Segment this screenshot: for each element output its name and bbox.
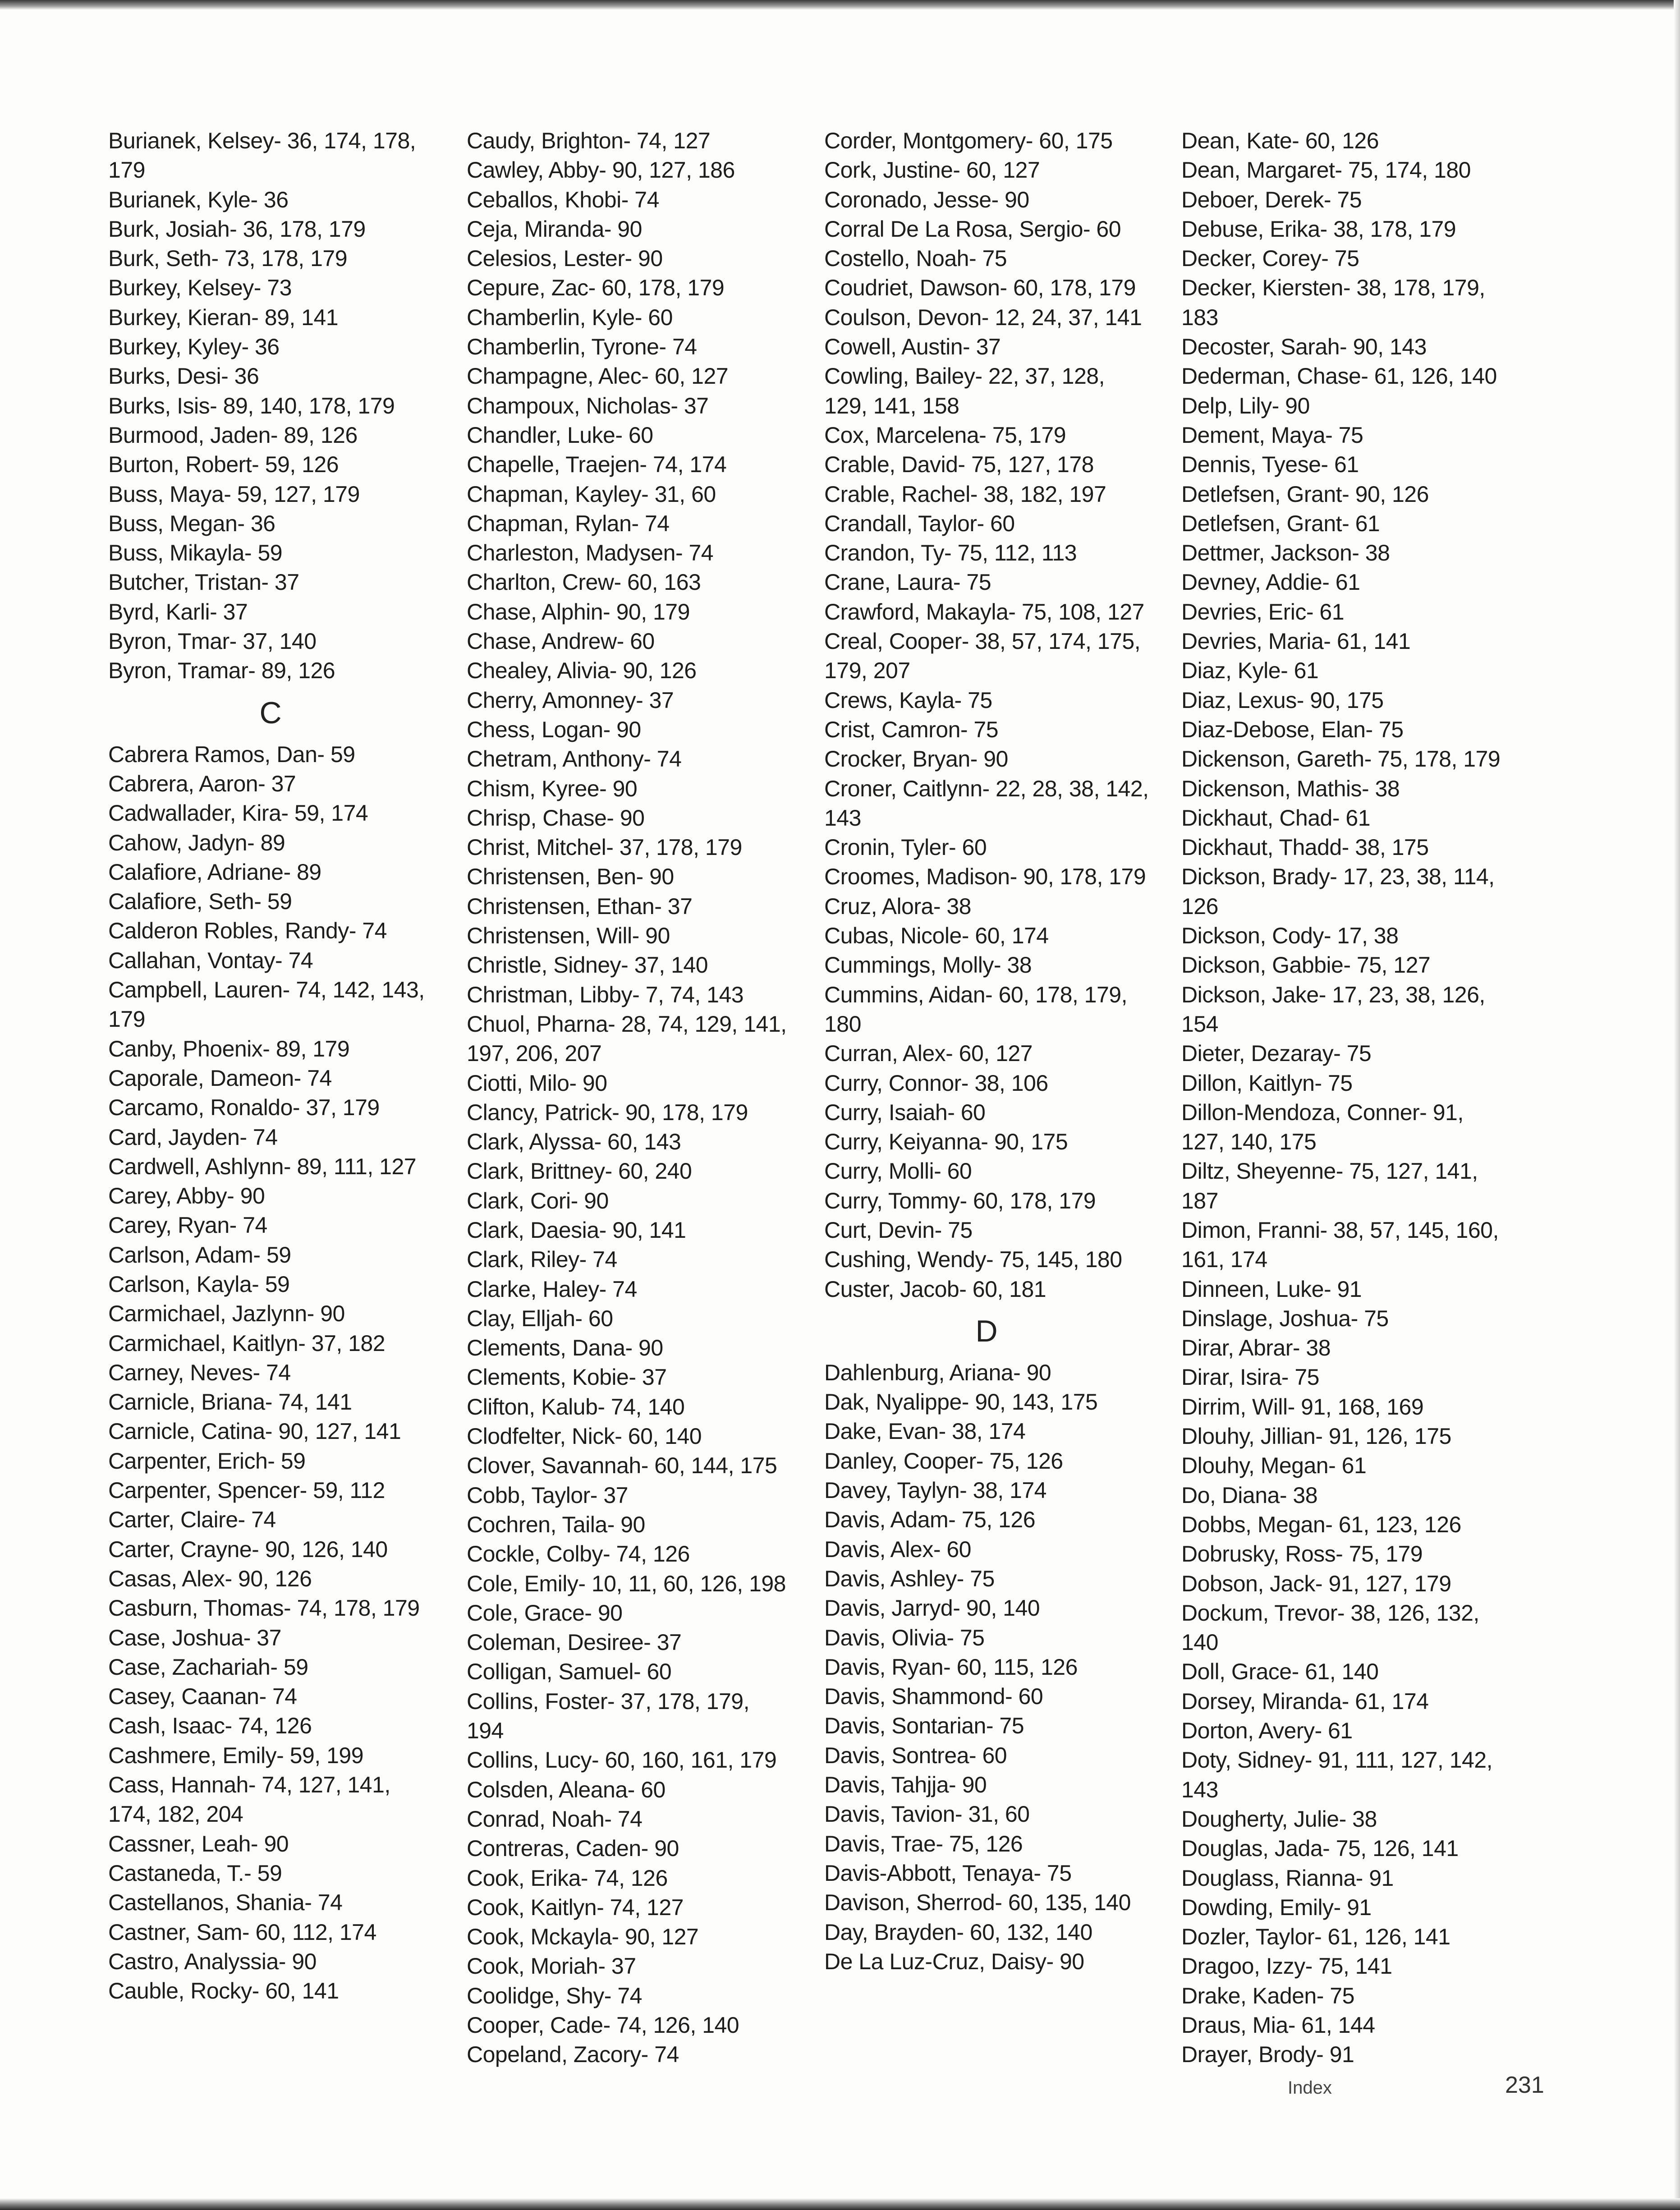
index-entry: Carlson, Adam- 59 (108, 1242, 291, 1268)
entry-list (108, 740, 433, 2006)
index-entry: Carcamo, Ronaldo- 37, 179 (108, 1095, 380, 1121)
index-entry: Curt, Devin- 75 (824, 1217, 973, 1243)
index-entry: Clancy, Patrick- 90, 178, 179 (467, 1099, 748, 1125)
index-entry: Dillon-Mendoza, Conner- 91, 127, 140, 175 (1181, 1099, 1464, 1155)
index-entry: Dake, Evan- 38, 174 (824, 1419, 1026, 1444)
index-entry: Cashmere, Emily- 59, 199 (108, 1742, 364, 1768)
index-entry: Dimon, Franni- 38, 57, 145, 160, 161, 174 (1181, 1217, 1499, 1273)
index-entry: Clark, Daesia- 90, 141 (467, 1217, 686, 1243)
index-entry: Delp, Lily- 90 (1181, 393, 1310, 418)
index-entry: Chrisp, Chase- 90 (467, 805, 645, 831)
index-entry: Burkey, Kelsey- 73 (108, 275, 292, 301)
index-entry: Burkey, Kieran- 89, 141 (108, 304, 339, 330)
index-entry: Castner, Sam- 60, 112, 174 (108, 1919, 376, 1945)
index-entry: Dinslage, Joshua- 75 (1181, 1305, 1389, 1331)
index-entry: Chapman, Kayley- 31, 60 (467, 481, 716, 507)
index-entry: Cummings, Molly- 38 (824, 952, 1032, 978)
index-entry: Chetram, Anthony- 74 (467, 746, 682, 772)
index-entry: Casey, Caanan- 74 (108, 1684, 297, 1709)
index-entry: Burianek, Kelsey- 36, 174, 178, 179 (108, 128, 416, 183)
index-entry: Burks, Isis- 89, 140, 178, 179 (108, 393, 395, 418)
index-entry: Charleston, Madysen- 74 (467, 540, 714, 566)
index-entry: Detlefsen, Grant- 61 (1181, 510, 1380, 536)
index-entry: Davis, Ryan- 60, 115, 126 (824, 1654, 1078, 1680)
index-entry: Charlton, Crew- 60, 163 (467, 570, 701, 595)
index-entry: Calderon Robles, Randy- 74 (108, 918, 387, 944)
index-entry: Buss, Megan- 36 (108, 510, 275, 536)
index-column-3 (824, 126, 1149, 1976)
index-entry: Chandler, Luke- 60 (467, 422, 653, 448)
index-entry: Dickenson, Mathis- 38 (1181, 776, 1400, 801)
entry-list (824, 126, 1149, 1304)
index-entry: Conrad, Noah- 74 (467, 1806, 643, 1832)
index-entry: Carey, Ryan- 74 (108, 1213, 267, 1238)
index-entry: Coulson, Devon- 12, 24, 37, 141 (824, 304, 1142, 330)
index-entry: Doty, Sidney- 91, 111, 127, 142, 143 (1181, 1747, 1493, 1802)
index-entry: Curran, Alex- 60, 127 (824, 1041, 1033, 1066)
index-entry: Callahan, Vontay- 74 (108, 947, 313, 973)
index-entry: Cole, Grace- 90 (467, 1600, 623, 1626)
entry-list (467, 126, 791, 2070)
index-entry: Case, Joshua- 37 (108, 1625, 281, 1650)
index-entry: Coolidge, Shy- 74 (467, 1983, 642, 2008)
index-entry: Christle, Sidney- 37, 140 (467, 952, 708, 978)
index-entry: Clark, Riley- 74 (467, 1247, 617, 1273)
index-entry: Cox, Marcelena- 75, 179 (824, 422, 1066, 448)
index-entry: Dahlenburg, Ariana- 90 (824, 1360, 1051, 1385)
index-entry: Chase, Alphin- 90, 179 (467, 599, 690, 625)
index-entry: Davison, Sherrod- 60, 135, 140 (824, 1890, 1131, 1916)
index-entry: Chuol, Pharna- 28, 74, 129, 141, 197, 206, 207 (467, 1011, 787, 1066)
index-entry: Dickhaut, Chad- 61 (1181, 805, 1371, 831)
index-entry: Detlefsen, Grant- 90, 126 (1181, 481, 1429, 507)
index-entry: Crocker, Bryan- 90 (824, 746, 1008, 772)
index-entry: Crandall, Taylor- 60 (824, 510, 1015, 536)
index-entry: Dement, Maya- 75 (1181, 422, 1363, 448)
index-entry: Cadwallader, Kira- 59, 174 (108, 800, 368, 826)
index-entry: Clements, Dana- 90 (467, 1335, 663, 1361)
index-entry: Dean, Kate- 60, 126 (1181, 128, 1379, 153)
index-entry: Collins, Lucy- 60, 160, 161, 179 (467, 1747, 777, 1773)
index-entry: Crews, Kayla- 75 (824, 687, 992, 713)
index-entry: Carter, Crayne- 90, 126, 140 (108, 1536, 388, 1562)
index-entry: Devries, Eric- 61 (1181, 599, 1345, 625)
index-entry: Dennis, Tyese- 61 (1181, 452, 1359, 478)
index-entry: Burianek, Kyle- 36 (108, 187, 289, 212)
index-entry: Dozler, Taylor- 61, 126, 141 (1181, 1924, 1450, 1950)
index-entry: Draus, Mia- 61, 144 (1181, 2012, 1375, 2038)
index-entry: Canby, Phoenix- 89, 179 (108, 1036, 350, 1061)
index-entry: Case, Zachariah- 59 (108, 1654, 308, 1680)
index-entry: Cronin, Tyler- 60 (824, 835, 987, 860)
index-entry: Carpenter, Erich- 59 (108, 1448, 306, 1474)
index-entry: Collins, Foster- 37, 178, 179, 194 (467, 1688, 749, 1744)
index-entry: Douglass, Rianna- 91 (1181, 1865, 1394, 1891)
index-entry: Cowell, Austin- 37 (824, 334, 1001, 360)
index-entry: Casas, Alex- 90, 126 (108, 1566, 312, 1591)
index-entry: Dirar, Isira- 75 (1181, 1365, 1319, 1390)
index-entry: Dirrim, Will- 91, 168, 169 (1181, 1394, 1424, 1420)
index-entry: Calafiore, Seth- 59 (108, 889, 292, 914)
index-entry: Cardwell, Ashlynn- 89, 111, 127 (108, 1153, 417, 1179)
index-entry: Devney, Addie- 61 (1181, 570, 1360, 595)
index-entry: Crable, David- 75, 127, 178 (824, 452, 1094, 478)
index-entry: Carlson, Kayla- 59 (108, 1271, 290, 1297)
index-entry: De La Luz-Cruz, Daisy- 90 (824, 1948, 1084, 1974)
index-entry: Chess, Logan- 90 (467, 717, 641, 742)
index-entry: Drayer, Brody- 91 (1181, 2042, 1354, 2068)
index-entry: Davis, Ashley- 75 (824, 1566, 995, 1591)
index-entry: Chamberlin, Tyrone- 74 (467, 334, 697, 360)
index-entry: Doll, Grace- 61, 140 (1181, 1659, 1379, 1685)
index-entry: Davis, Trae- 75, 126 (824, 1831, 1023, 1856)
index-entry: Burmood, Jaden- 89, 126 (108, 422, 358, 448)
index-entry: Davis, Adam- 75, 126 (824, 1507, 1036, 1533)
index-entry: Burk, Seth- 73, 178, 179 (108, 246, 348, 271)
index-entry: Carmichael, Jazlynn- 90 (108, 1301, 345, 1327)
index-entry: Dickson, Jake- 17, 23, 38, 126, 154 (1181, 982, 1485, 1037)
index-column-4 (1181, 126, 1506, 2070)
page-number: 231 (1505, 2072, 1544, 2098)
index-entry: Ciotti, Milo- 90 (467, 1070, 607, 1096)
index-entry: Christ, Mitchel- 37, 178, 179 (467, 835, 742, 860)
index-entry: Dorton, Avery- 61 (1181, 1718, 1353, 1744)
index-entry: Copeland, Zacory- 74 (467, 2042, 679, 2068)
index-entry: Byrd, Karli- 37 (108, 599, 248, 625)
index-entry: Clark, Brittney- 60, 240 (467, 1158, 692, 1184)
index-entry: Davis, Tahjja- 90 (824, 1772, 987, 1798)
index-entry: Cassner, Leah- 90 (108, 1831, 289, 1856)
index-entry: Decoster, Sarah- 90, 143 (1181, 334, 1427, 360)
index-entry: Davis, Sontrea- 60 (824, 1742, 1007, 1768)
index-entry: Cass, Hannah- 74, 127, 141, 174, 182, 204 (108, 1772, 390, 1827)
index-entry: Chapman, Rylan- 74 (467, 510, 670, 536)
index-entry: Decker, Corey- 75 (1181, 246, 1359, 271)
footer-section-label: Index (1288, 2078, 1332, 2098)
index-entry: Davey, Taylyn- 38, 174 (824, 1478, 1047, 1503)
index-entry: Carnicle, Catina- 90, 127, 141 (108, 1419, 401, 1444)
index-entry: Cummins, Aidan- 60, 178, 179, 180 (824, 982, 1127, 1037)
index-entry: Chamberlin, Kyle- 60 (467, 304, 673, 330)
index-entry: Christensen, Will- 90 (467, 923, 670, 949)
index-entry: Butcher, Tristan- 37 (108, 570, 299, 595)
index-entry: Corder, Montgomery- 60, 175 (824, 128, 1113, 153)
index-entry: Ceja, Miranda- 90 (467, 216, 642, 242)
index-entry: Decker, Kiersten- 38, 178, 179, 183 (1181, 275, 1485, 330)
index-entry: Dickson, Cody- 17, 38 (1181, 923, 1399, 949)
index-entry: Croner, Caitlynn- 22, 28, 38, 142, 143 (824, 776, 1149, 831)
index-entry: Christman, Libby- 7, 74, 143 (467, 982, 744, 1007)
index-entry: Dobrusky, Ross- 75, 179 (1181, 1541, 1423, 1567)
index-entry: Coudriet, Dawson- 60, 178, 179 (824, 275, 1136, 301)
index-entry: Douglas, Jada- 75, 126, 141 (1181, 1836, 1459, 1861)
index-entry: Crandon, Ty- 75, 112, 113 (824, 540, 1077, 566)
index-entry: Dlouhy, Megan- 61 (1181, 1453, 1367, 1479)
index-entry: Drake, Kaden- 75 (1181, 1983, 1354, 2008)
index-entry: Coleman, Desiree- 37 (467, 1630, 682, 1655)
index-entry: Dederman, Chase- 61, 126, 140 (1181, 363, 1497, 389)
index-entry: Dickson, Gabbie- 75, 127 (1181, 952, 1431, 978)
index-entry: Cabrera Ramos, Dan- 59 (108, 741, 355, 767)
index-entry: Chapelle, Traejen- 74, 174 (467, 452, 727, 478)
index-entry: Clark, Alyssa- 60, 143 (467, 1129, 681, 1155)
index-entry: Diaz, Kyle- 61 (1181, 658, 1319, 684)
index-entry: Cepure, Zac- 60, 178, 179 (467, 275, 725, 301)
index-entry: Card, Jayden- 74 (108, 1124, 278, 1150)
index-entry: Corral De La Rosa, Sergio- 60 (824, 216, 1121, 242)
index-entry: Clark, Cori- 90 (467, 1188, 609, 1213)
index-entry: Castellanos, Shania- 74 (108, 1890, 343, 1916)
index-entry: Do, Diana- 38 (1181, 1482, 1317, 1508)
index-entry: Cole, Emily- 10, 11, 60, 126, 198 (467, 1571, 786, 1596)
section-letter-c: C (259, 695, 282, 730)
index-entry: Cork, Justine- 60, 127 (824, 157, 1040, 183)
index-entry: Coronado, Jesse- 90 (824, 187, 1029, 212)
index-entry: Debuse, Erika- 38, 178, 179 (1181, 216, 1456, 242)
index-entry: Cook, Kaitlyn- 74, 127 (467, 1894, 684, 1920)
index-entry: Caudy, Brighton- 74, 127 (467, 128, 711, 153)
entry-list (824, 1358, 1149, 1976)
index-entry: Creal, Cooper- 38, 57, 174, 175, 179, 207 (824, 629, 1141, 684)
index-entry: Carmichael, Kaitlyn- 37, 182 (108, 1330, 386, 1356)
index-entry: Davis, Shammond- 60 (824, 1684, 1043, 1709)
index-entry: Campbell, Lauren- 74, 142, 143, 179 (108, 977, 425, 1032)
index-entry: Curry, Molli- 60 (824, 1158, 972, 1184)
index-entry: Dragoo, Izzy- 75, 141 (1181, 1953, 1392, 1979)
index-entry: Dougherty, Julie- 38 (1181, 1806, 1377, 1832)
index-entry: Celesios, Lester- 90 (467, 246, 663, 271)
index-entry: Cook, Erika- 74, 126 (467, 1865, 668, 1891)
scan-edge-bottom (0, 2198, 1680, 2210)
index-entry: Cawley, Abby- 90, 127, 186 (467, 157, 735, 183)
index-entry: Croomes, Madison- 90, 178, 179 (824, 864, 1146, 890)
index-entry: Dinneen, Luke- 91 (1181, 1276, 1362, 1302)
index-entry: Castro, Analyssia- 90 (108, 1948, 317, 1974)
index-entry: Diaz-Debose, Elan- 75 (1181, 717, 1404, 742)
index-entry: Contreras, Caden- 90 (467, 1836, 679, 1861)
index-entry: Dobson, Jack- 91, 127, 179 (1181, 1571, 1451, 1596)
index-entry: Dettmer, Jackson- 38 (1181, 540, 1390, 566)
section-letter-d: D (975, 1314, 998, 1348)
index-entry: Cash, Isaac- 74, 126 (108, 1713, 312, 1739)
index-entry: Cauble, Rocky- 60, 141 (108, 1978, 339, 2004)
index-entry: Champagne, Alec- 60, 127 (467, 363, 729, 389)
index-entry: Curry, Connor- 38, 106 (824, 1070, 1048, 1096)
index-entry: Clover, Savannah- 60, 144, 175 (467, 1453, 777, 1479)
index-entry: Clarke, Haley- 74 (467, 1276, 637, 1302)
index-entry: Dean, Margaret- 75, 174, 180 (1181, 157, 1471, 183)
index-entry: Cubas, Nicole- 60, 174 (824, 923, 1049, 949)
index-entry: Diaz, Lexus- 90, 175 (1181, 687, 1384, 713)
index-entry: Dobbs, Megan- 61, 123, 126 (1181, 1512, 1461, 1537)
index-entry: Curry, Keiyanna- 90, 175 (824, 1129, 1068, 1155)
index-entry: Cobb, Taylor- 37 (467, 1482, 628, 1508)
index-entry: Dickson, Brady- 17, 23, 38, 114, 126 (1181, 864, 1495, 919)
index-entry: Chism, Kyree- 90 (467, 776, 638, 801)
index-entry: Cook, Mckayla- 90, 127 (467, 1924, 699, 1950)
index-entry: Crane, Laura- 75 (824, 570, 991, 595)
index-entry: Dickenson, Gareth- 75, 178, 179 (1181, 746, 1501, 772)
index-entry: Cabrera, Aaron- 37 (108, 771, 296, 796)
index-column-2 (467, 126, 791, 2070)
index-entry: Dillon, Kaitlyn- 75 (1181, 1070, 1353, 1096)
index-entry: Chase, Andrew- 60 (467, 629, 655, 654)
index-entry: Dieter, Dezaray- 75 (1181, 1041, 1372, 1066)
index-entry: Cochren, Taila- 90 (467, 1512, 645, 1537)
index-entry: Curry, Tommy- 60, 178, 179 (824, 1188, 1096, 1213)
index-entry: Dak, Nyalippe- 90, 143, 175 (824, 1389, 1098, 1415)
index-entry: Chealey, Alivia- 90, 126 (467, 658, 697, 684)
index-entry: Davis, Alex- 60 (824, 1536, 971, 1562)
index-entry: Dorsey, Miranda- 61, 174 (1181, 1688, 1429, 1714)
index-entry: Carpenter, Spencer- 59, 112 (108, 1478, 385, 1503)
index-entry: Deboer, Derek- 75 (1181, 187, 1362, 212)
index-entry: Costello, Noah- 75 (824, 246, 1007, 271)
index-entry: Curry, Isaiah- 60 (824, 1099, 986, 1125)
index-entry: Cowling, Bailey- 22, 37, 128, 129, 141, 158 (824, 363, 1105, 418)
index-entry: Castaneda, T.- 59 (108, 1860, 282, 1886)
index-entry: Colsden, Aleana- 60 (467, 1777, 666, 1802)
index-entry: Cushing, Wendy- 75, 145, 180 (824, 1247, 1122, 1273)
index-entry: Davis-Abbott, Tenaya- 75 (824, 1860, 1072, 1886)
index-entry: Carnicle, Briana- 74, 141 (108, 1389, 352, 1415)
index-entry: Clay, Elljah- 60 (467, 1305, 613, 1331)
index-entry: Carney, Neves- 74 (108, 1360, 291, 1385)
index-entry: Burks, Desi- 36 (108, 363, 259, 389)
index-entry: Dirar, Abrar- 38 (1181, 1335, 1331, 1361)
index-entry: Calafiore, Adriane- 89 (108, 859, 321, 885)
index-entry: Cook, Moriah- 37 (467, 1953, 636, 1979)
scan-edge-right (1674, 0, 1680, 2210)
index-entry: Cooper, Cade- 74, 126, 140 (467, 2012, 739, 2038)
index-entry: Colligan, Samuel- 60 (467, 1659, 672, 1685)
index-entry: Byron, Tramar- 89, 126 (108, 658, 335, 684)
index-entry: Carey, Abby- 90 (108, 1183, 265, 1209)
entry-list (1181, 126, 1506, 2070)
index-entry: Clodfelter, Nick- 60, 140 (467, 1424, 702, 1449)
index-entry: Ceballos, Khobi- 74 (467, 187, 659, 212)
index-entry: Davis, Tavion- 31, 60 (824, 1801, 1030, 1827)
index-entry: Crable, Rachel- 38, 182, 197 (824, 481, 1106, 507)
index-entry: Custer, Jacob- 60, 181 (824, 1276, 1047, 1302)
index-entry: Day, Brayden- 60, 132, 140 (824, 1919, 1092, 1945)
index-entry: Carter, Claire- 74 (108, 1507, 276, 1533)
index-entry: Buss, Mikayla- 59 (108, 540, 283, 566)
index-entry: Clifton, Kalub- 74, 140 (467, 1394, 685, 1420)
index-entry: Clements, Kobie- 37 (467, 1365, 667, 1390)
index-entry: Dowding, Emily- 91 (1181, 1894, 1372, 1920)
index-entry: Burk, Josiah- 36, 178, 179 (108, 216, 366, 242)
index-entry: Christensen, Ethan- 37 (467, 893, 693, 919)
index-entry: Crawford, Makayla- 75, 108, 127 (824, 599, 1144, 625)
index-entry: Davis, Sontarian- 75 (824, 1713, 1024, 1739)
index-entry: Christensen, Ben- 90 (467, 864, 674, 890)
index-entry: Danley, Cooper- 75, 126 (824, 1448, 1063, 1474)
index-entry: Cahow, Jadyn- 89 (108, 830, 285, 855)
entry-list (108, 126, 433, 686)
index-entry: Buss, Maya- 59, 127, 179 (108, 481, 360, 507)
index-entry: Dlouhy, Jillian- 91, 126, 175 (1181, 1424, 1451, 1449)
index-entry: Davis, Olivia- 75 (824, 1625, 985, 1650)
index-entry: Dickhaut, Thadd- 38, 175 (1181, 835, 1429, 860)
index-entry: Champoux, Nicholas- 37 (467, 393, 709, 418)
index-entry: Crist, Camron- 75 (824, 717, 999, 742)
index-entry: Cherry, Amonney- 37 (467, 687, 674, 713)
index-entry: Devries, Maria- 61, 141 (1181, 629, 1411, 654)
index-entry: Burkey, Kyley- 36 (108, 334, 280, 360)
index-entry: Caporale, Dameon- 74 (108, 1065, 332, 1091)
index-column-1 (108, 126, 433, 2006)
index-entry: Casburn, Thomas- 74, 178, 179 (108, 1595, 420, 1621)
index-entry: Davis, Jarryd- 90, 140 (824, 1595, 1040, 1621)
index-entry: Cruz, Alora- 38 (824, 893, 971, 919)
index-entry: Diltz, Sheyenne- 75, 127, 141, 187 (1181, 1158, 1478, 1213)
index-entry: Dockum, Trevor- 38, 126, 132, 140 (1181, 1600, 1479, 1655)
index-entry: Byron, Tmar- 37, 140 (108, 629, 317, 654)
index-entry: Cockle, Colby- 74, 126 (467, 1541, 690, 1567)
index-entry: Burton, Robert- 59, 126 (108, 452, 339, 478)
scan-edge-top (0, 0, 1680, 10)
